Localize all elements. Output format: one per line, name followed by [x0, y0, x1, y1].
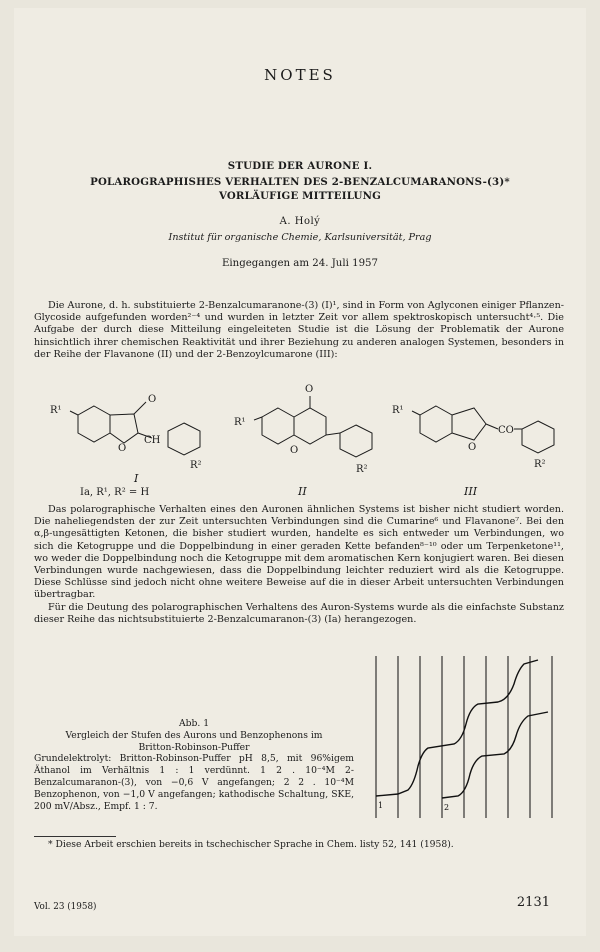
- structure-I-oxo: O: [148, 394, 157, 405]
- structure-II-ring-o: O: [290, 445, 299, 456]
- polarogram-curve-1: [376, 660, 538, 796]
- structure-II-r2: R²: [356, 464, 368, 475]
- footnote: * Diese Arbeit erschien bereits in tschechischer Sprache in Chem. listy 52, 141 (1958).: [48, 839, 454, 850]
- structure-II-r1: R¹: [234, 417, 246, 428]
- title-line-3: VORLÄUFIGE MITTEILUNG: [218, 190, 382, 202]
- structure-I-r2: R²: [190, 460, 202, 471]
- structure-I-caption: Ia, R¹, R² = H: [80, 487, 150, 498]
- received-date: Eingegangen am 24. Juli 1957: [221, 258, 379, 269]
- structure-I-r1: R¹: [50, 405, 62, 416]
- body-paragraph-1: Das polarographische Verhalten eines den Auronen ähnlichen Systems ist bisher nicht studiert worden. Die naheliegendsten der zur Zeit untersuchten Verbindungen sind die Cumarine⁶ und Flavanone⁷. Bei den α,β-ungesättigten Ketonen, die bisher studiert wurden, handelte es sich entweder um Verbindungen, wo sich die Ketogruppe und die Doppelbindung in einer geraden Kette befanden⁸⁻¹⁰ oder um Terpenketone¹¹, wo weder die Doppelbindung noch die Ketogruppe mit dem aromatischen Kern konjugiert waren. Bei diesen Verbindungen wurde nachgewiesen, dass die Doppelbindung leichter reduziert wird als die Ketogruppe. Diese Schlüsse sind jedoch nicht ohne weitere Beweise auf die in dieser Arbeit untersuchten Verbindungen übertragbar.: [34, 504, 564, 601]
- figure-label: Abb. 1: [178, 718, 210, 729]
- volume-info: Vol. 23 (1958): [34, 902, 97, 912]
- structure-I-link: CH: [144, 435, 161, 446]
- structure-III-ring-o: O: [468, 442, 477, 453]
- structure-III-numeral: III: [464, 485, 478, 498]
- curve-label-2: 2: [444, 803, 450, 812]
- body-paragraph-2: Für die Deutung des polarographischen Verhaltens des Auron-Systems wurde als die einfachste Substanz dieser Reihe das nichtsubstituierte 2-Benzalcumaranon-(3) (Ia) herangezogen.: [34, 601, 564, 625]
- intro-text: Die Aurone, d. h. substituierte 2-Benzalcumaranone-(3) (I)¹, sind in Form von Aglyconen einiger Pflanzen-Glycoside aufgefunden worden²⁻⁴ und wurden in letzter Zeit vor allem spektroskopisch untersucht⁴·⁵. Die Aufgabe der durch diese Mitteilung eingeleiteten Studie ist die Lösung der Problematik der Aurone hinsichtlich ihrer chemischen Reaktivität und ihrer Beziehung zu anderen analogen Systemen, besonders in der Reihe der Flavanone (II) und der 2-Benzoylcumarone (III):: [34, 300, 564, 360]
- figure-caption: [34, 718, 354, 812]
- structure-III-r1: R¹: [392, 405, 404, 416]
- figure-title: Vergleich der Stufen des Aurons und Benzophenons im: [65, 729, 323, 741]
- structure-I-numeral: I: [134, 472, 139, 485]
- polarogram-figure: [368, 656, 568, 826]
- structure-II-drawing: [254, 396, 372, 457]
- structure-I-ring-o: O: [118, 443, 127, 454]
- journal-page: [14, 8, 586, 936]
- structure-II-numeral: II: [298, 485, 307, 498]
- structure-II-oxo: O: [305, 384, 314, 395]
- structure-III-link: CO: [498, 425, 514, 436]
- structure-III-r2: R²: [534, 459, 546, 470]
- footnote-divider: [34, 836, 116, 837]
- structure-III-drawing: [412, 406, 554, 453]
- structure-I-drawing: [70, 402, 200, 455]
- intro-paragraph: [34, 300, 564, 361]
- curve-label-1: 1: [378, 801, 384, 810]
- author-institute: Institut für organische Chemie, Karlsuniversität, Prag: [168, 232, 432, 243]
- author-name: A. Holý: [279, 216, 321, 227]
- title-line-2: POLAROGRAPHISHES VERHALTEN DES 2-BENZALCUMARANONS-(3)*: [90, 176, 510, 188]
- polarogram-curve-2: [442, 712, 548, 798]
- chemical-structures: [34, 378, 574, 498]
- figure-description: Grundelektrolyt: Britton-Robinson-Puffer pH 8,5, mit 96%igem Äthanol im Verhältnis 1 : 1 verdünnt. 1 2 . 10⁻⁴M 2-Benzalcumaranon-(3), von −0,6 V angefangen; 2 2 . 10⁻⁴M Benzophenon, von −1,0 V angefangen; kathodische Schaltung, SKE, 200 mV/Absz., Empf. 1 : 7.: [34, 753, 354, 812]
- page-number: 2131: [516, 895, 550, 910]
- figure-subtitle: Britton-Robinson-Puffer: [138, 741, 250, 753]
- title-line-1: STUDIE DER AURONE I.: [227, 160, 373, 172]
- body-text: [34, 504, 564, 626]
- section-header: NOTES: [264, 66, 336, 84]
